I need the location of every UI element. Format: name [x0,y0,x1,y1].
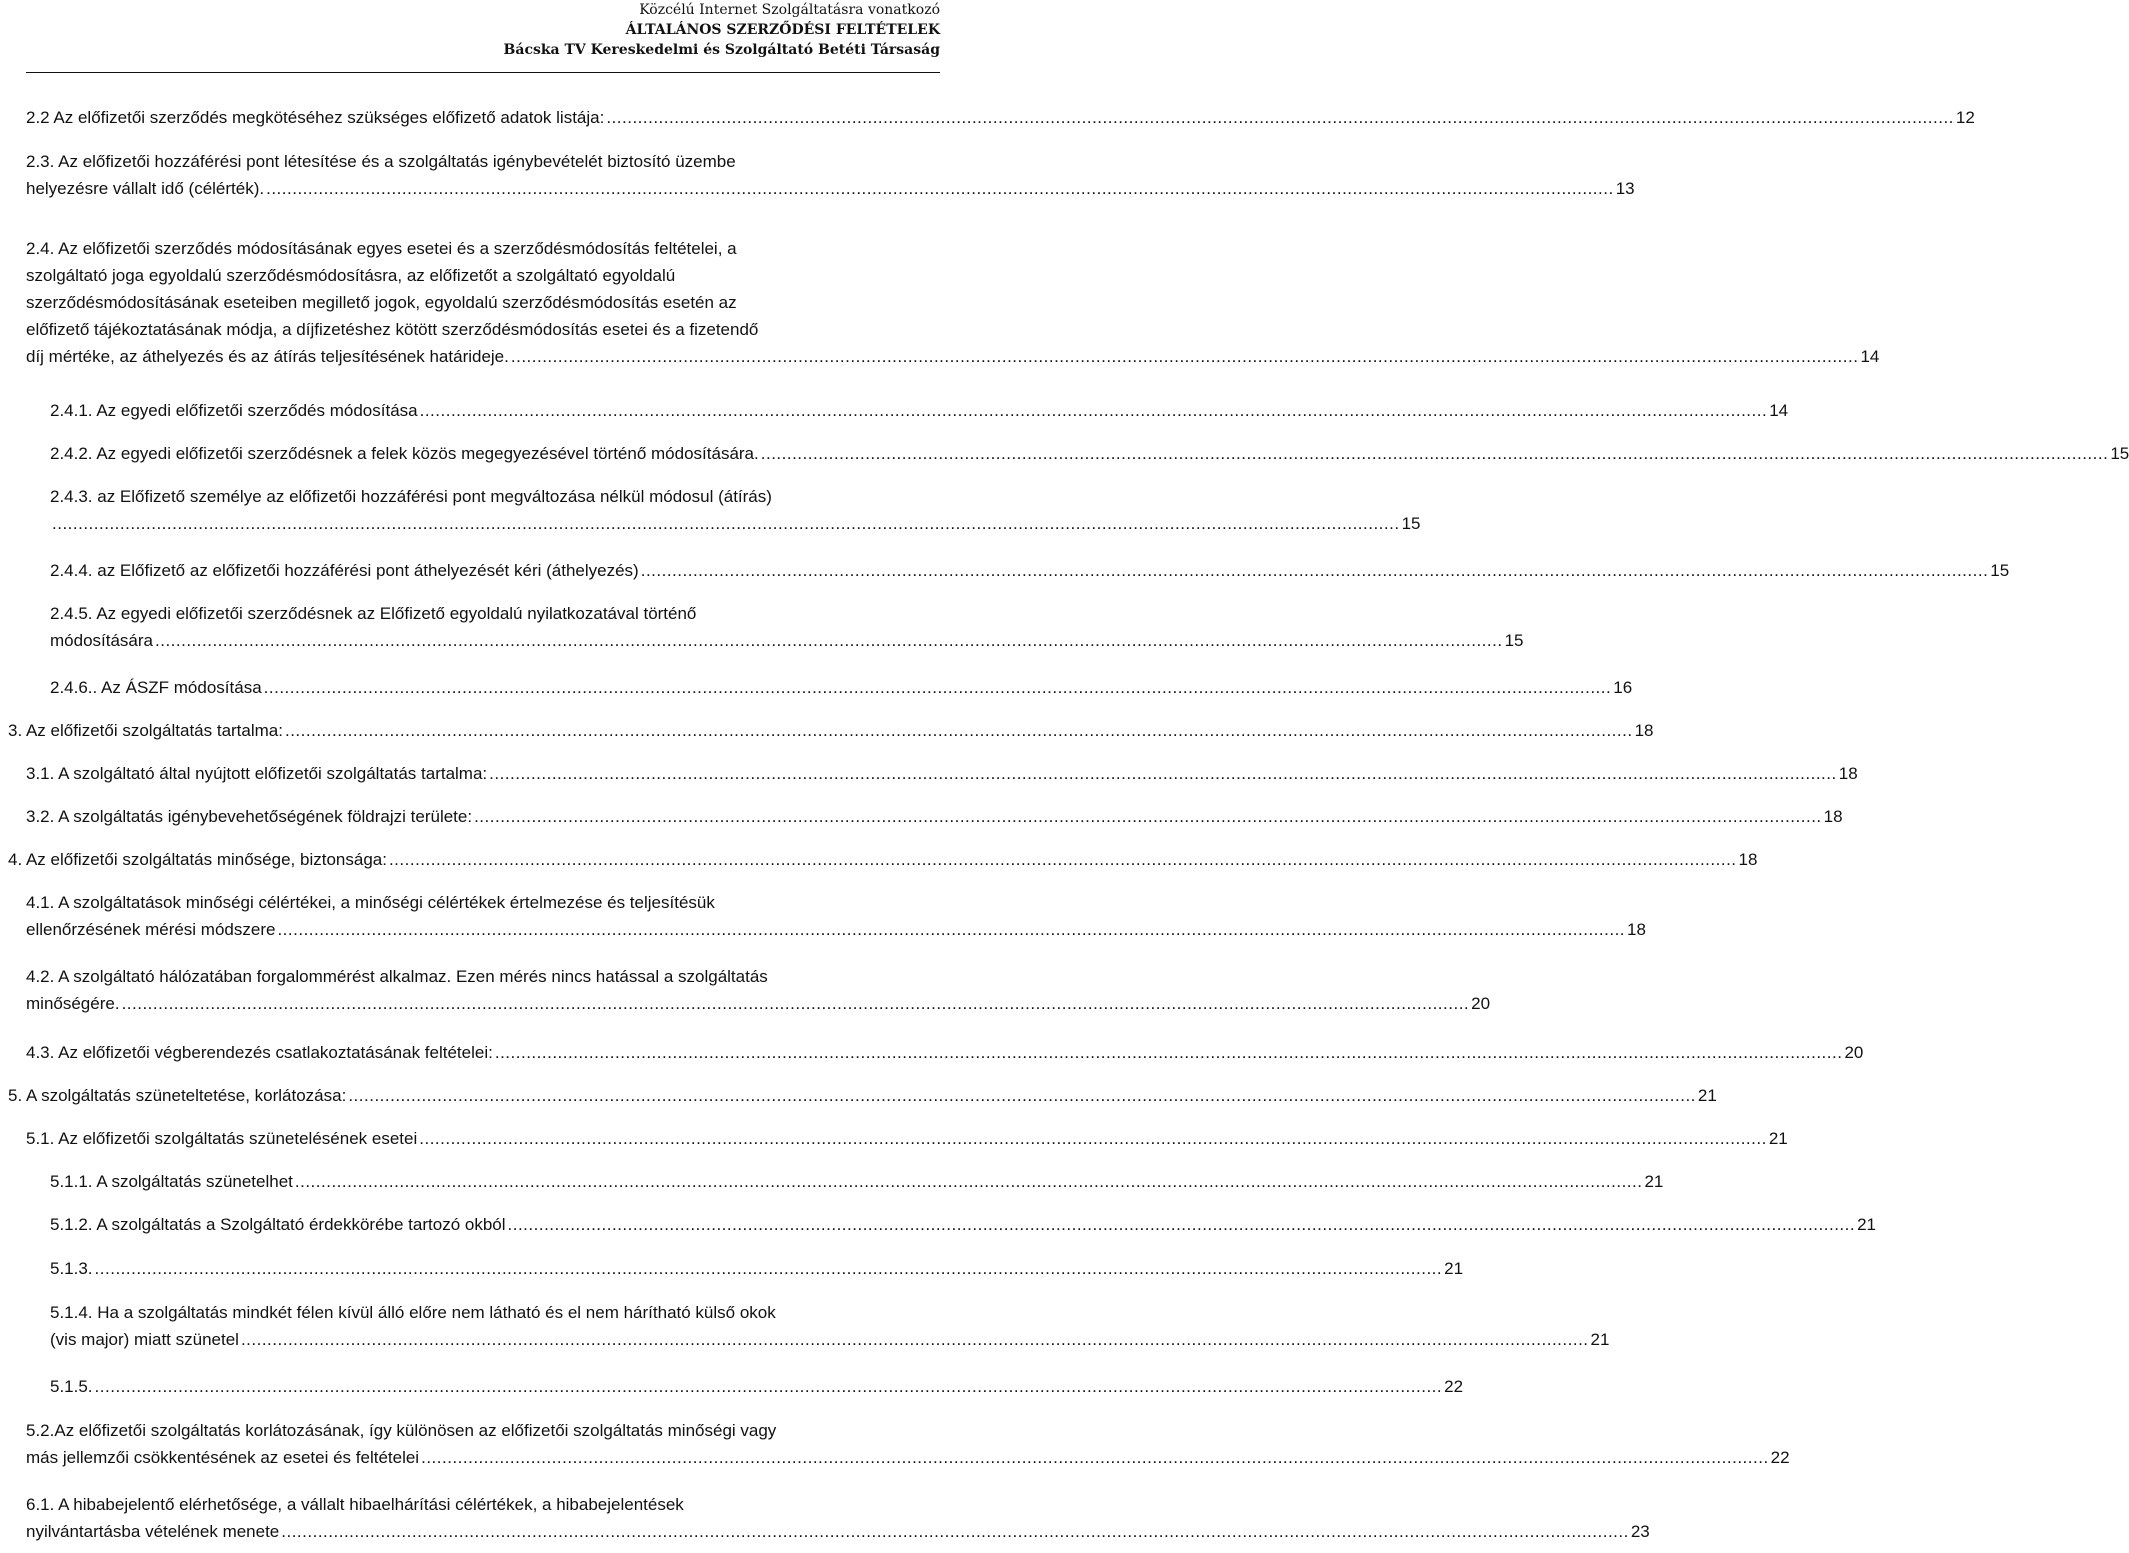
toc-entry-text: ellenőrzésének mérési módszere [26,920,276,939]
toc-page-number: 18 [1823,807,1843,826]
header-line-2: ÁLTALÁNOS SZERZŐDÉSI FELTÉTELEK [625,22,940,38]
toc-page-number: 20 [1844,1043,1864,1062]
dot-leader [474,803,1822,830]
toc-entry[interactable] [26,963,1491,1017]
toc-entry[interactable] [50,674,1633,701]
toc-entry-text: 2.4.6.. Az ÁSZF módosítása [50,678,262,697]
toc-entry[interactable] [50,1373,1464,1400]
document-header [504,0,940,60]
toc-page-number: 18 [1738,850,1758,869]
dot-leader [761,440,2109,467]
toc-page-number: 16 [1613,678,1633,697]
toc-entry-text: 4.2. A szolgáltató hálózatában forgalommérést alkalmaz. Ezen mérés nincs hatással a szolgáltatás [26,967,768,986]
dot-leader [511,343,1859,370]
toc-page-number: 21 [1857,1215,1877,1234]
toc-page-number: 21 [1644,1172,1664,1191]
dot-leader [641,557,1989,584]
dot-leader [295,1168,1643,1195]
toc-entry-text: 3.1. A szolgáltató által nyújtott előfizetői szolgáltatás tartalma: [26,764,488,783]
toc-entry-text: 5.1.4. Ha a szolgáltatás mindkét félen kívül álló előre nem látható és el nem hárítható külső okok [50,1303,776,1322]
toc-entry[interactable] [26,803,1843,830]
toc-page-number: 18 [1634,721,1654,740]
toc-page-number: 21 [1444,1259,1464,1278]
toc-entry-text: más jellemzői csökkentésének az esetei és feltételei [26,1448,420,1467]
toc-page-number: 13 [1615,179,1635,198]
dot-leader [420,397,1768,424]
dot-leader [508,1211,1856,1238]
toc-entry[interactable] [8,1082,1717,1109]
toc-entry-text: 2.3. Az előfizetői hozzáférési pont létesítése és a szolgáltatás igénybevételét biztosító üzembe [26,152,736,171]
toc-entry-text: 5.1. Az előfizetői szolgáltatás szünetelésének esetei [26,1129,418,1148]
dot-leader [264,674,1612,701]
toc-entry-text: 4. Az előfizetői szolgáltatás minősége, biztonsága: [8,850,387,869]
toc-entry-text: 4.1. A szolgáltatások minőségi célértékei, a minőségi célértékek értelmezése és teljesítésük [26,893,715,912]
toc-page-number: 12 [1955,108,1975,127]
header-line-1: Közcélú Internet Szolgáltatásra vonatkozó [639,2,940,18]
toc-entry-text: 5.2.Az előfizetői szolgáltatás korlátozásának, így különösen az előfizetői szolgáltatás minőségi vagy [26,1421,777,1440]
toc-entry-text: 2.4.5. Az egyedi előfizetői szerződésnek az Előfizető egyoldalú nyilatkozatával történő [50,604,697,623]
toc-entry[interactable] [26,1491,1650,1545]
dot-leader [52,510,1400,537]
toc-entry-text: 2.4.2. Az egyedi előfizetői szerződésnek a felek közös megegyezésével történő módosítására. [50,444,759,463]
dot-leader [495,1039,1843,1066]
toc-entry-text: (vis major) miatt szünetel [50,1330,239,1349]
toc-entry[interactable] [50,440,2129,467]
toc-entry-text: 5.1.1. A szolgáltatás szünetelhet [50,1172,293,1191]
toc-entry[interactable] [26,104,1975,131]
toc-entry-text: helyezésre vállalt idő (célérték). [26,179,265,198]
dot-leader [419,1125,1767,1152]
toc-page-number: 18 [1627,920,1646,939]
toc-entry[interactable] [8,717,1654,744]
toc-entry[interactable] [26,1039,1864,1066]
toc-page-number: 15 [1401,514,1421,533]
toc-entry-text: nyilvántartásba vételének menete [26,1522,280,1541]
toc-entry-text: előfizető tájékoztatásának módja, a díjfizetéshez kötött szerződésmódosítás esetei és a fizetendő [26,320,759,339]
toc-entry-text: 3. Az előfizetői szolgáltatás tartalma: [8,721,283,740]
toc-entry[interactable] [26,760,1858,787]
toc-entry-text: 3.2. A szolgáltatás igénybevehetőségének földrajzi területe: [26,807,473,826]
toc-page-number: 21 [1590,1330,1610,1349]
toc-page-number: 22 [1770,1448,1790,1467]
toc-entry[interactable] [50,483,1421,537]
toc-entry[interactable] [26,1417,1790,1471]
toc-entry-text: 2.2 Az előfizetői szerződés megkötéséhez szükséges előfizető adatok listája: [26,108,605,127]
toc-entry-text: 4.3. Az előfizetői végberendezés csatlakoztatásának feltételei: [26,1043,493,1062]
dot-leader [95,1373,1443,1400]
dot-leader [122,990,1470,1017]
toc-entry[interactable] [50,557,2010,584]
dot-leader [489,760,1837,787]
header-line-3: Bácska TV Kereskedelmi és Szolgáltató Betéti Társaság [503,42,940,58]
toc-entry-text: 5.1.3. [50,1259,93,1278]
dot-leader [285,717,1633,744]
header-rule [26,72,940,73]
toc-page-number: 14 [1769,401,1789,420]
dot-leader [241,1326,1589,1353]
toc-page-number: 15 [1990,561,2010,580]
dot-leader [348,1082,1696,1109]
toc-entry[interactable] [26,889,1646,943]
toc-entry-text: 6.1. A hibabejelentő elérhetősége, a vállalt hibaelhárítási célértékek, a hibabejelentések [26,1495,684,1514]
toc-entry[interactable] [26,148,1635,202]
toc-page-number: 22 [1444,1377,1464,1396]
toc-page-number: 14 [1860,347,1880,366]
dot-leader [389,846,1737,873]
toc-entry[interactable] [26,235,1880,370]
toc-entry-text: minőségére. [26,994,120,1013]
toc-entry[interactable] [50,1255,1464,1282]
toc-page-number: 18 [1838,764,1858,783]
dot-leader [606,104,1954,131]
toc-entry-text: 5. A szolgáltatás szüneteltetése, korlátozása: [8,1086,347,1105]
toc-page-number: 23 [1630,1522,1650,1541]
toc-entry-text: 2.4.1. Az egyedi előfizetői szerződés módosítása [50,401,418,420]
toc-entry-text: szerződésmódosításának eseteiben megillető jogok, egyoldalú szerződésmódosítás esetén az [26,293,737,312]
toc-page-number: 21 [1768,1129,1788,1148]
toc-entry[interactable] [26,1125,1788,1152]
toc-page-number: 15 [2110,444,2129,463]
toc-entry[interactable] [8,846,1758,873]
toc-entry-text: 2.4.3. az Előfizető személye az előfizetői hozzáférési pont megváltozása nélkül módosul (átírás) [50,487,772,506]
dot-leader [421,1444,1769,1471]
toc-page-number: 21 [1697,1086,1717,1105]
toc-entry[interactable] [50,1168,1664,1195]
dot-leader [266,175,1614,202]
dot-leader [277,916,1625,943]
dot-leader [155,627,1503,654]
toc-page-number: 15 [1504,631,1524,650]
toc-entry[interactable] [50,600,1524,654]
toc-entry-text: díj mértéke, az áthelyezés és az átírás teljesítésének határideje. [26,347,509,366]
toc-page-number: 20 [1471,994,1491,1013]
toc-entry-text: 2.4. Az előfizetői szerződés módosításának egyes esetei és a szerződésmódosítás feltételei, a [26,239,737,258]
toc-entry-text: 2.4.4. az Előfizető az előfizetői hozzáférési pont áthelyezését kéri (áthelyezés) [50,561,639,580]
toc-entry[interactable] [50,1211,1877,1238]
toc-entry-text: szolgáltató joga egyoldalú szerződésmódosításra, az előfizetőt a szolgáltató egyoldalú [26,266,676,285]
toc-entry-text: módosítására [50,631,153,650]
toc-entry[interactable] [50,1299,1610,1353]
dot-leader [95,1255,1443,1282]
dot-leader [281,1518,1629,1545]
toc-entry-text: 5.1.5. [50,1377,93,1396]
toc-entry[interactable] [50,397,1789,424]
toc-entry-text: 5.1.2. A szolgáltatás a Szolgáltató érdekkörébe tartozó okból [50,1215,506,1234]
